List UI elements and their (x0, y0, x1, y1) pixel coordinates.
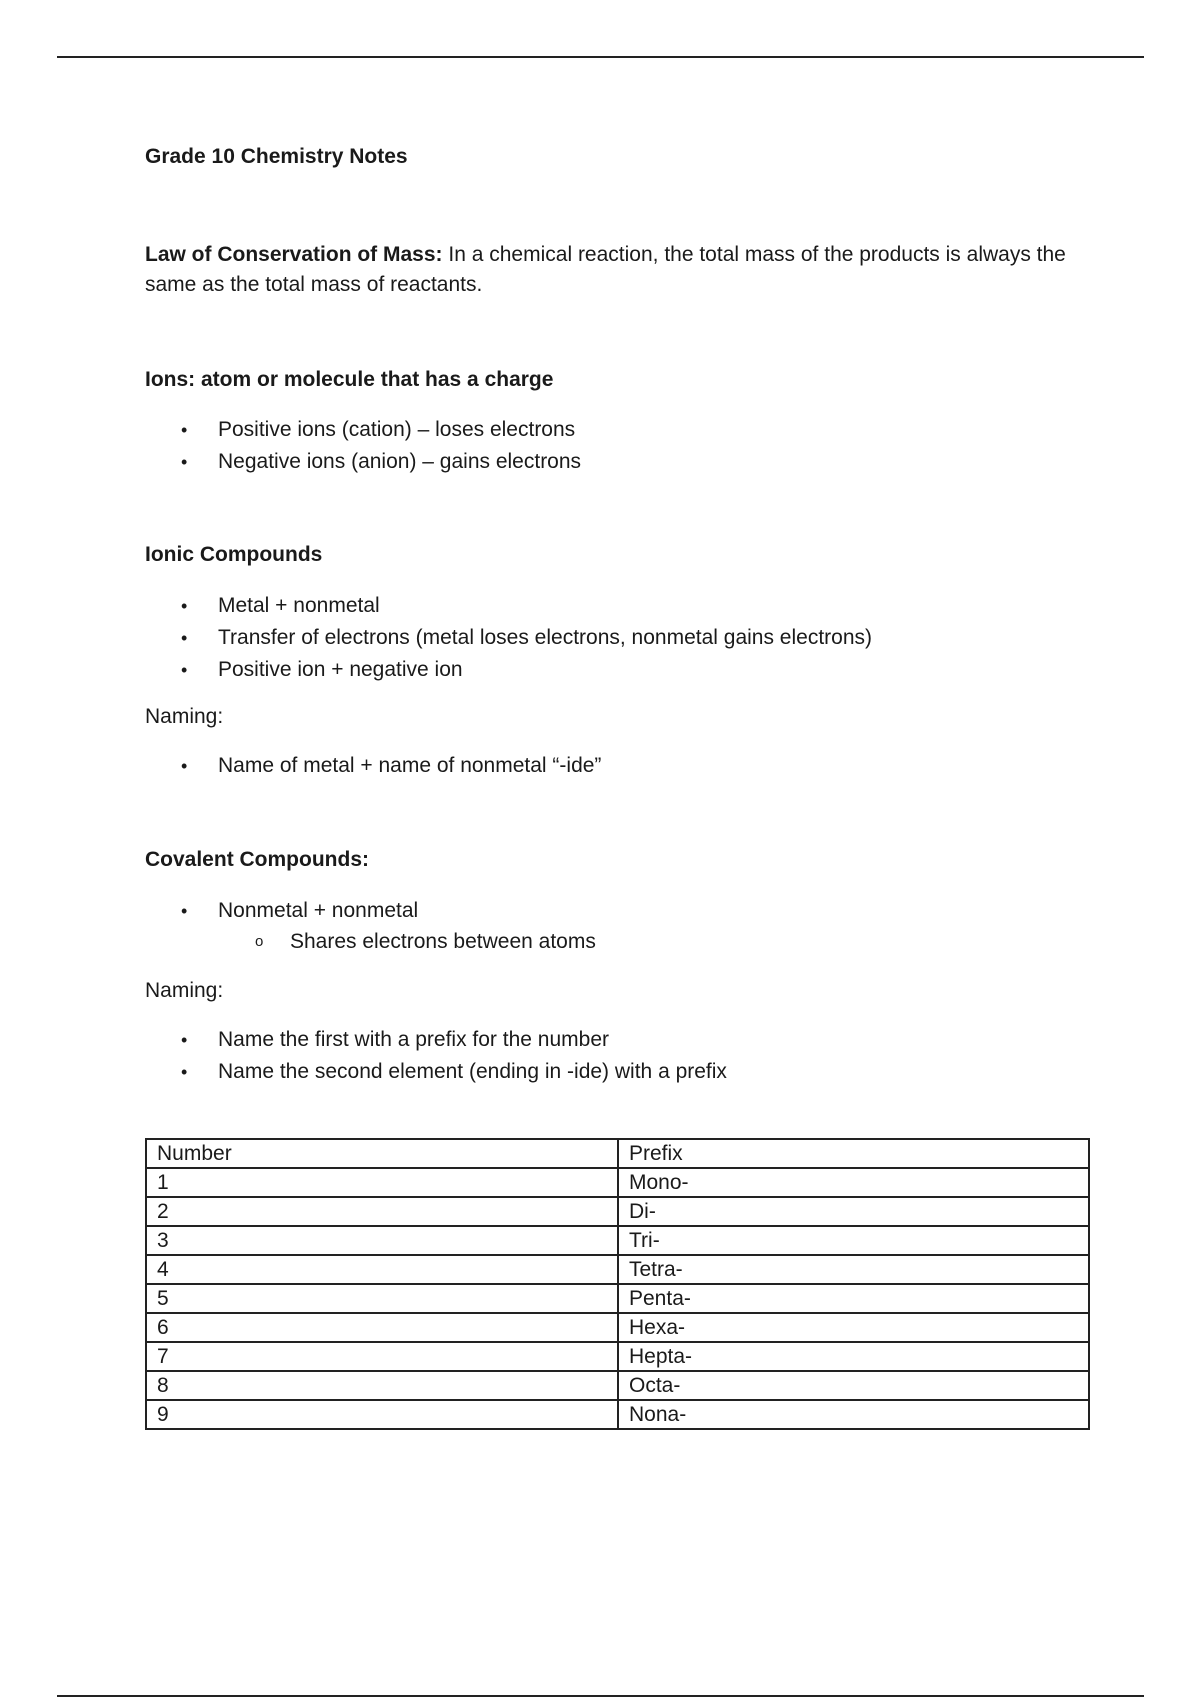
table-row (146, 1400, 1089, 1429)
table-cell: 3 (146, 1226, 618, 1255)
table-header-cell: Prefix (618, 1139, 1089, 1168)
table-row (146, 1168, 1089, 1197)
list-item: • Positive ions (cation) – loses electrons (145, 414, 1095, 446)
table-cell: 6 (146, 1313, 618, 1342)
bullet-icon: • (181, 628, 188, 648)
table-cell: 2 (146, 1197, 618, 1226)
list-item: • Negative ions (anion) – gains electrons (145, 446, 1095, 478)
table-cell: Octa- (618, 1371, 1089, 1400)
table-cell: Mono- (618, 1168, 1089, 1197)
table-cell: Nona- (618, 1400, 1089, 1429)
covalent-naming-list (145, 1024, 1095, 1088)
bullet-icon: • (181, 1030, 188, 1050)
conservation-term: Law of Conservation of Mass: (145, 243, 443, 266)
bullet-icon: • (181, 596, 188, 616)
table-row (146, 1226, 1089, 1255)
table-row (146, 1284, 1089, 1313)
conservation-definition: In a chemical reaction, the total mass of the products is always the same as the total mass of reactants. (145, 243, 1066, 296)
bullet-icon: • (181, 660, 188, 680)
list-item: • Name of metal + name of nonmetal “-ide” (145, 750, 1095, 782)
table-header-cell: Number (146, 1139, 618, 1168)
ionic-heading: Ionic Compounds (145, 543, 323, 566)
table-cell: Tetra- (618, 1255, 1089, 1284)
table-row (146, 1313, 1089, 1342)
footer-rule (57, 1695, 1144, 1697)
covalent-list (145, 895, 1095, 957)
table-cell: 9 (146, 1400, 618, 1429)
bullet-icon: • (181, 420, 188, 440)
table-header-row (146, 1139, 1089, 1168)
list-item: • Transfer of electrons (metal loses electrons, nonmetal gains electrons) (145, 622, 1095, 654)
list-item: • Name the second element (ending in -ide) with a prefix (145, 1056, 1095, 1088)
list-item: • Positive ion + negative ion (145, 654, 1095, 686)
bullet-icon: • (181, 452, 188, 472)
bullet-icon: • (181, 901, 188, 921)
table-cell: 1 (146, 1168, 618, 1197)
conservation-paragraph (145, 240, 1075, 300)
sub-bullet-icon: o (255, 933, 264, 950)
table-row (146, 1342, 1089, 1371)
list-item: • Name the first with a prefix for the number (145, 1024, 1095, 1056)
sub-list-item: o Shares electrons between atoms (145, 927, 1095, 957)
table-row (146, 1197, 1089, 1226)
table-cell: 4 (146, 1255, 618, 1284)
header-rule (57, 56, 1144, 58)
table-cell: Tri- (618, 1226, 1089, 1255)
list-item: • Metal + nonmetal (145, 590, 1095, 622)
table-cell: Hepta- (618, 1342, 1089, 1371)
list-item: • Nonmetal + nonmetal (145, 895, 1095, 927)
ionic-naming-list (145, 750, 1095, 782)
table-cell: 8 (146, 1371, 618, 1400)
bullet-icon: • (181, 756, 188, 776)
table-row (146, 1255, 1089, 1284)
document-title: Grade 10 Chemistry Notes (145, 145, 408, 168)
ions-list (145, 414, 1095, 478)
table-cell: Di- (618, 1197, 1089, 1226)
table-cell: Penta- (618, 1284, 1089, 1313)
table-cell: 5 (146, 1284, 618, 1313)
ionic-naming-label: Naming: (145, 705, 224, 728)
bullet-icon: • (181, 1062, 188, 1082)
ionic-list (145, 590, 1095, 686)
prefix-table (145, 1138, 1090, 1430)
table-cell: 7 (146, 1342, 618, 1371)
ions-heading: Ions: atom or molecule that has a charge (145, 368, 554, 391)
table-cell: Hexa- (618, 1313, 1089, 1342)
table-row (146, 1371, 1089, 1400)
covalent-naming-label: Naming: (145, 979, 224, 1002)
covalent-heading: Covalent Compounds: (145, 848, 369, 871)
